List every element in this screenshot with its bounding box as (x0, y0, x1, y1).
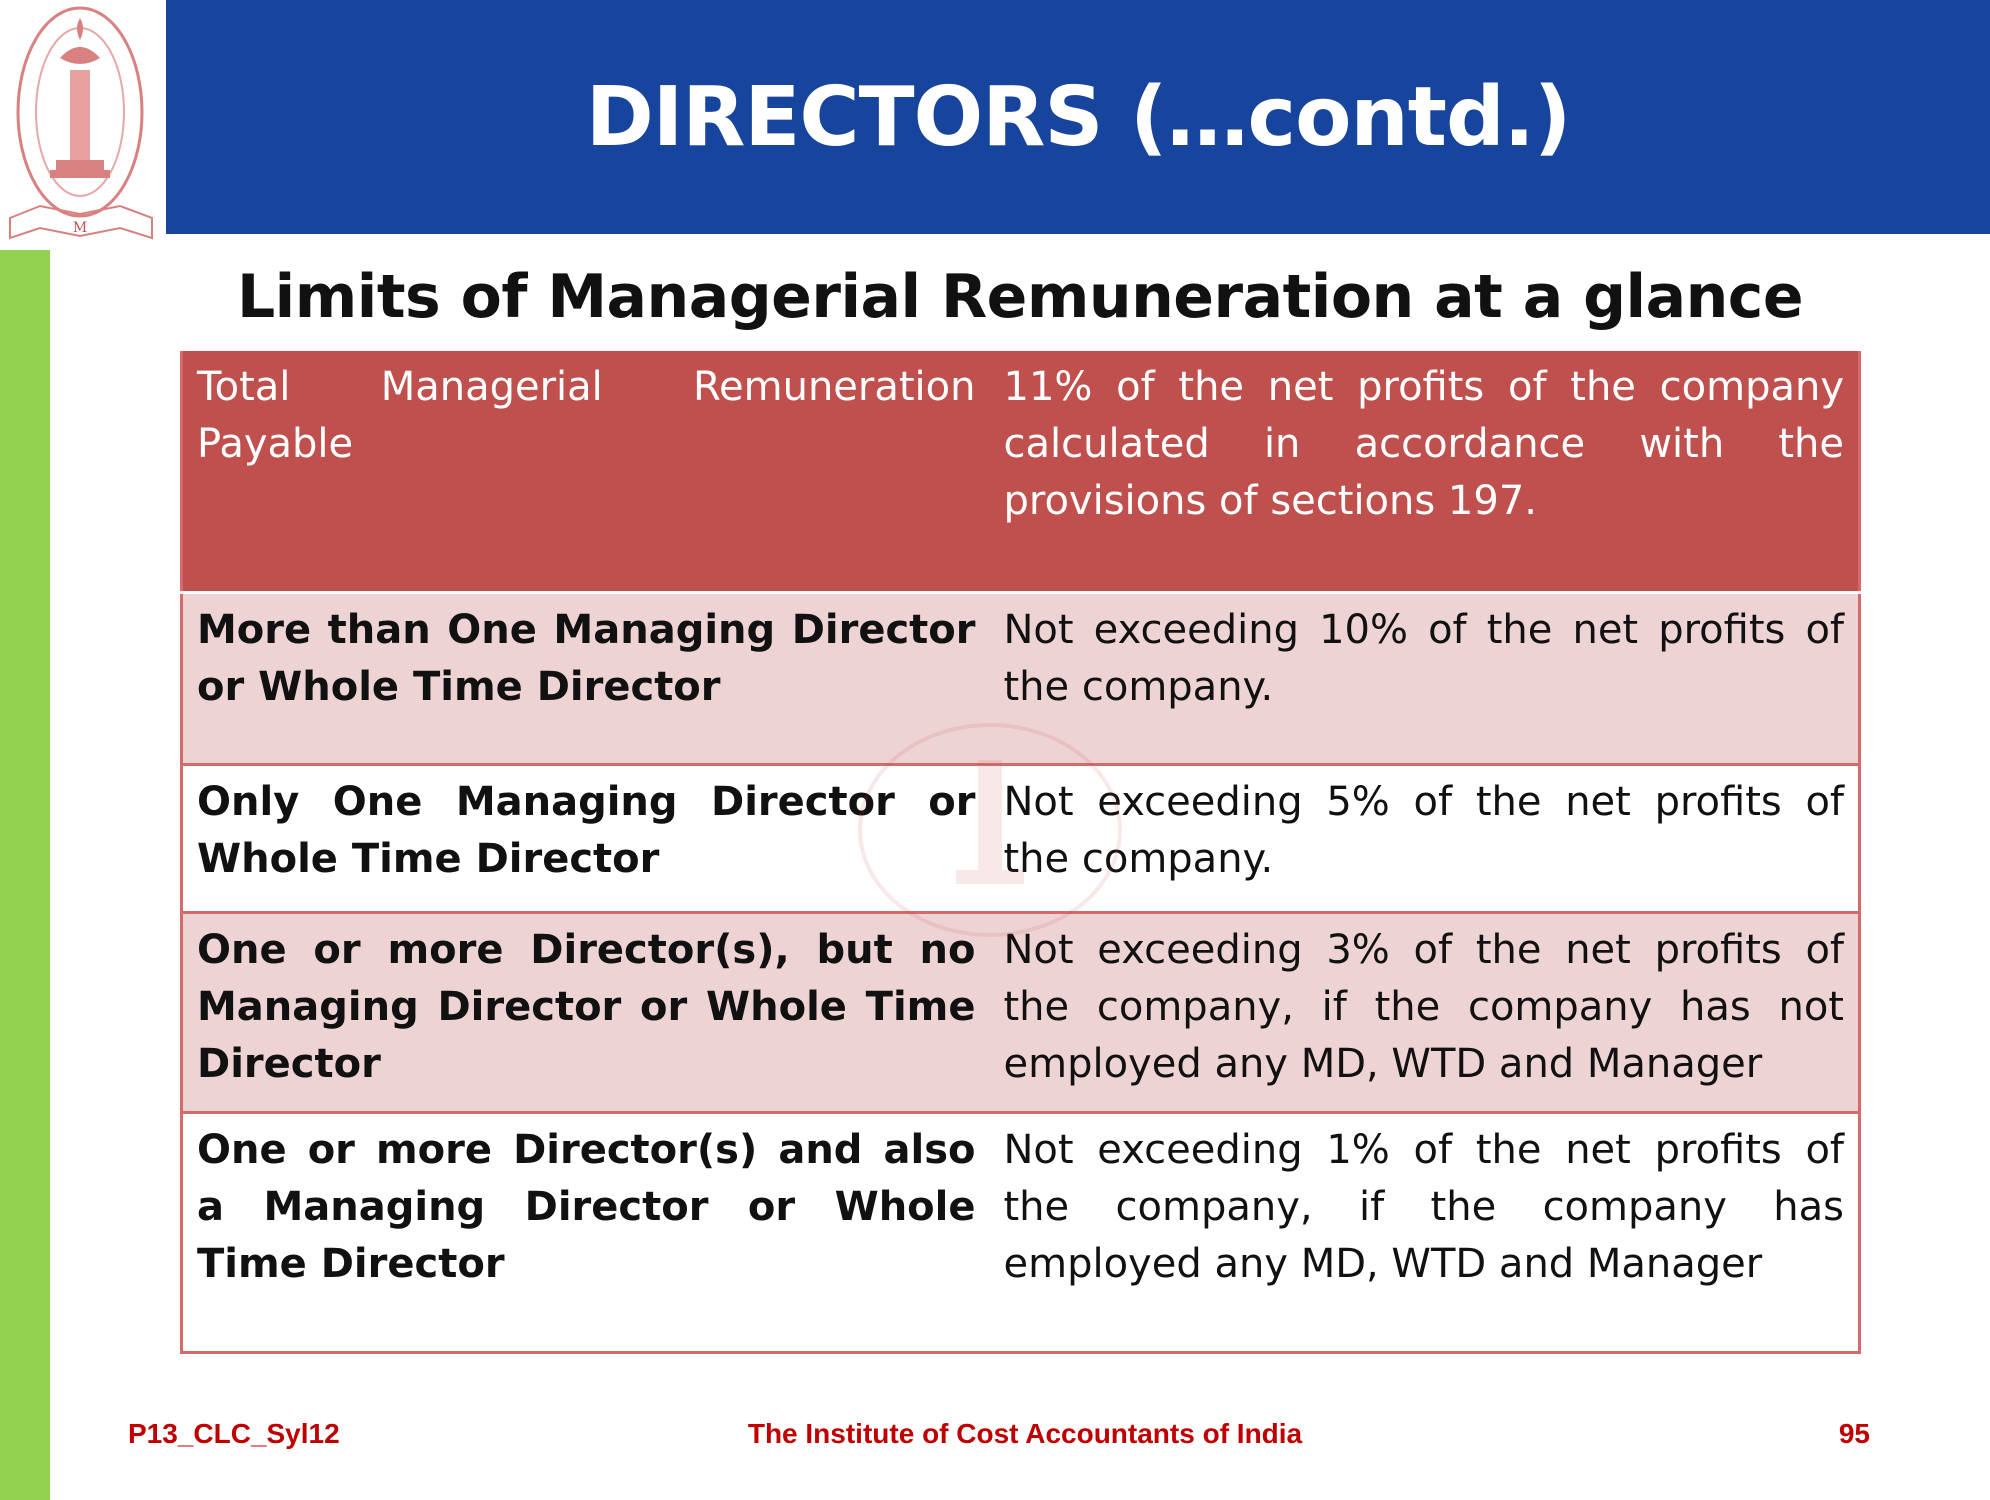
row-label: More than One Managing Director or Whole Time Director (182, 593, 990, 765)
page-number: 95 (1838, 1418, 1870, 1449)
row-label: One or more Director(s) and also a Managing Director or Whole Time Director (182, 1113, 990, 1353)
table-row (182, 913, 1860, 1113)
row-label: Only One Managing Director or Whole Time Director (182, 765, 990, 913)
row-value: Not exceeding 1% of the net profits of the company, if the company has employed any MD, WTD and Manager (990, 1113, 1860, 1353)
accent-bar (0, 250, 50, 1500)
svg-text:M: M (72, 220, 88, 236)
row-label: One or more Director(s), but no Managing Director or Whole Time Director (182, 913, 990, 1113)
row-value: Not exceeding 10% of the net profits of the company. (990, 593, 1860, 765)
row-value: Not exceeding 5% of the net profits of the company. (990, 765, 1860, 913)
footer-institute: The Institute of Cost Accountants of India (747, 1418, 1303, 1449)
row-label: Total Managerial Remuneration Payable (182, 350, 990, 593)
row-value: Not exceeding 3% of the net profits of the company, if the company has not employed any MD, WTD and Manager (990, 913, 1860, 1113)
logo-emblem-icon (0, 0, 166, 250)
watermark-logo-icon (840, 720, 1140, 940)
table-row (182, 350, 1860, 593)
row-value: 11% of the net profits of the company calculated in accordance with the provisions of sections 197. (990, 350, 1860, 593)
institute-logo (0, 0, 166, 250)
footer-code: P13_CLC_Syl12 (128, 1418, 340, 1449)
slide-subtitle: Limits of Managerial Remuneration at a glance (236, 262, 1804, 332)
header-bar (166, 0, 1990, 234)
table-row (182, 1113, 1860, 1353)
page-title: DIRECTORS (…contd.) (585, 69, 1571, 165)
